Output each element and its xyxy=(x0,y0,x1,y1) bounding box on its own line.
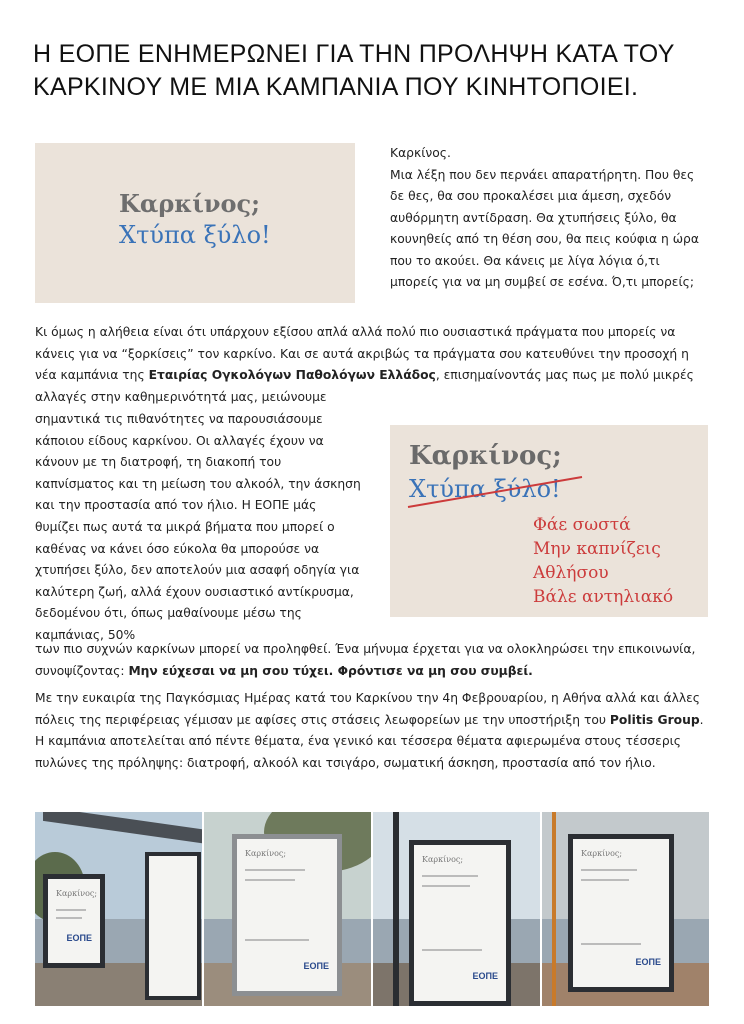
poster-logo: ΕΟΠΕ xyxy=(66,933,92,943)
poster-logo: ΕΟΠΕ xyxy=(635,957,661,967)
campaign-graphic-knock-wood xyxy=(35,143,355,303)
tip-item: Φάε σωστά xyxy=(533,515,631,535)
campaign-slogan: Μην εύχεσαι να μη σου τύχει. Φρόντισε να μη σου συμβεί. xyxy=(128,663,533,678)
intro-paragraph xyxy=(390,143,710,294)
campaign-graphic-tips xyxy=(390,425,708,617)
tip-item: Αθλήσου xyxy=(533,563,609,583)
organization-name: Εταιρίας Ογκολόγων Παθολόγων Ελλάδος xyxy=(148,368,436,383)
graphic2-cancer-question: Καρκίνος; xyxy=(409,441,562,471)
prevention-tips-list xyxy=(533,513,673,609)
bus-stop-photo-1 xyxy=(35,812,202,1006)
tip-item: Μην καπνίζεις xyxy=(533,539,661,559)
company-name: Politis Group xyxy=(609,712,700,727)
poster-title: Καρκίνος; xyxy=(422,855,464,864)
poster-logo: ΕΟΠΕ xyxy=(303,961,329,971)
poster-title: Καρκίνος; xyxy=(245,849,287,858)
bus-stop-photo-2 xyxy=(204,812,371,1006)
article-headline: Η ΕΟΠΕ ΕΝΗΜΕΡΩΝΕΙ ΓΙΑ ΤΗΝ ΠΡΟΛΗΨΗ ΚΑΤΑ ΤΟΥ ΚΑΡΚΙΝΟΥ ΜΕ ΜΙΑ ΚΑΜΠΑΝΙΑ ΠΟΥ ΚΙΝΗΤΟΠΟΙΕΙ. xyxy=(33,40,675,101)
para2-text-a: Με την ευκαιρία της Παγκόσμιας Ημέρας κατά του Καρκίνου την 4η Φεβρουαρίου, η Αθήνα αλλά και άλλες πόλεις της περιφέρειας γέμισαν με αφίσες στις στάσεις λεωφορείων με την υποστήριξη του xyxy=(35,691,700,727)
graphic-cancer-question: Καρκίνος; xyxy=(119,189,261,218)
graphic-knock-wood: Χτύπα ξύλο! xyxy=(119,221,271,249)
poster-title: Καρκίνος; xyxy=(56,889,98,898)
poster-title: Καρκίνος; xyxy=(581,849,623,858)
strikethrough-line xyxy=(406,471,586,511)
body-paragraph-1 xyxy=(35,322,710,408)
bus-stop-photo-4 xyxy=(542,812,709,1006)
bus-stop-photo-3 xyxy=(373,812,540,1006)
body-paragraph-1-end xyxy=(35,639,710,682)
poster-logo: ΕΟΠΕ xyxy=(472,971,498,981)
intro-first-line: Καρκίνος. xyxy=(390,146,451,160)
body-paragraph-2 xyxy=(35,688,710,774)
para2-text-b: . Η καμπάνια αποτελείται από πέντε θέματα, ένα γενικό και τέσσερα θέματα αφιερωμένα στους τέσσερις πυλώνες της πρόληψης: διατροφή, αλκοόλ και τσιγάρο, σωματική άσκηση, προστασία από τον ήλιο. xyxy=(35,712,704,770)
para1-end-text: των πιο συχνών καρκίνων μπορεί να προληφθεί. Ένα μήνυμα έρχεται για να ολοκληρώσει την επικοινωνία, συνοψίζοντας: xyxy=(35,642,696,678)
body-paragraph-1-wrap: σημαντικά τις πιθανότητες να παρουσιάσουμε κάποιου είδους καρκίνου. Οι αλλαγές έχουν να κάνουν με τη διατροφή, τη διακοπή του καπνίσματος και τη μείωση του αλκοόλ, την άσκηση και την προστασία από τον ήλιο. Η ΕΟΠΕ μάς θυμίζει πως αυτά τα μικρά βήματα που μπορεί ο καθένας να κάνει όσο εύκολα θα μπορούσε να χτυπήσει ξύλο, δεν αποτελούν μια ασαφή οδηγία για καλύτερη ζωή, αλλά έχουν ουσιαστικό αντίκρυσμα, δεδομένου ότι, όπως μαθαίνουμε μέσω της καμπάνιας, 50% xyxy=(35,412,361,642)
intro-body: Μια λέξη που δεν περνάει απαρατήρητη. Που θες δε θες, θα σου προκαλέσει μια άμεση, σχεδόν αυθόρμητη αντίδραση. Θα χτυπήσεις ξύλο, θα κουνηθείς από τη θέση σου, θα πεις κούφια η ώρα που το ακούει. Θα κάνεις με λίγα λόγια ό,τι μπορείς για να μη συμβεί σε εσένα. Ό,τι μπορείς; xyxy=(390,167,699,289)
para1-text-b: , επισημαίνοντάς μας πως με πολύ μικρές αλλαγές στην καθημερινότητά μας, μειώνουμε xyxy=(35,368,694,404)
graphic2-knock-wood: Χτύπα ξύλο! xyxy=(409,475,561,503)
bus-stop-photo-strip xyxy=(35,812,709,1006)
tip-item: Βάλε αντηλιακό xyxy=(533,587,674,607)
para1-text-a: Κι όμως η αλήθεια είναι ότι υπάρχουν εξίσου απλά αλλά πολύ πιο ουσιαστικά πράγματα που μπορείς να κάνεις για να “ξορκίσεις” τον καρκίνο. Και σε αυτά ακριβώς τα πράγματα σου κατευθύνει την προσοχή η νέα καμπάνια της xyxy=(35,325,689,383)
